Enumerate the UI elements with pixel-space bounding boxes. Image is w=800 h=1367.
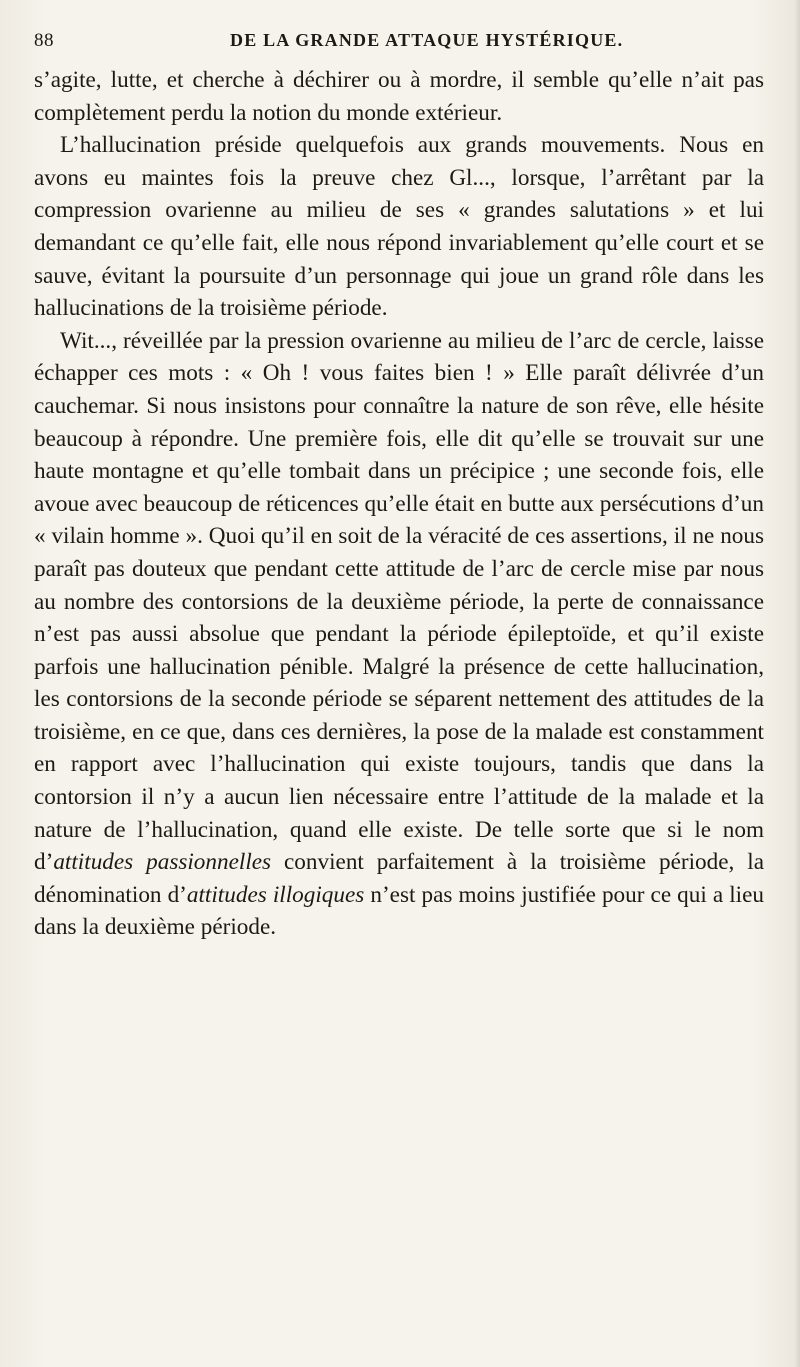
- paragraph-1: s’agite, lutte, et cherche à déchirer ou à mordre, il semble qu’elle n’ait pas complètement perdu la notion du monde extérieur.: [34, 67, 764, 126]
- body-text: [34, 64, 764, 944]
- page-number: 88: [34, 30, 54, 51]
- emphasis-attitudes-passionnelles: attitudes passionnelles: [53, 849, 272, 876]
- page-header: [34, 30, 764, 60]
- paragraph-3: [34, 325, 764, 944]
- paragraph-3-part-b: convient parfaitement à la troisième période, la dénomination d’: [34, 849, 764, 908]
- paragraph-3-part-a: Wit..., réveillée par la pression ovarienne au milieu de l’arc de cercle, laisse échapper ces mots : « Oh ! vous faites bien ! » Elle paraît délivrée d’un cauchemar. Si nous insistons pour connaître la nature de son rêve, elle hésite beaucoup à répondre. Une première fois, elle dit qu’elle se trouvait sur une haute montagne et qu’elle tombait dans un précipice ; une seconde fois, elle avoue avec beaucoup de réticences qu’elle était en butte aux persécutions d’un « vilain homme ». Quoi qu’il en soit de la véracité de ces assertions, il ne nous paraît pas douteux que pendant cette attitude de l’arc de cercle mise par nous au nombre des contorsions de la deuxième période, la perte de connaissance n’est pas aussi absolue que pendant la période épileptoïde, et qu’il existe parfois une hallucination pénible. Malgré la présence de cette hallucination, les contorsions de la seconde période se séparent nettement des attitudes de la troisième, en ce que, dans ces dernières, la pose de la malade est constamment en rapport avec l’hallucination qui existe toujours, tandis que dans la contorsion il n’y a aucun lien nécessaire entre l’attitude de la malade et la nature de l’hallucination, quand elle existe. De telle sorte que si le nom d’: [34, 327, 764, 876]
- paragraph-3-part-c: n’est pas moins justifiée pour ce qui a lieu dans la deuxième période.: [34, 881, 764, 941]
- page-edge-shadow: [794, 0, 800, 1367]
- paragraph-2: L’hallucination préside quelquefois aux grands mouvements. Nous en avons eu maintes fois la preuve chez Gl..., lorsque, l’arrêtant par la compression ovarienne au milieu de ses « grandes salutations » et lui demandant ce qu’elle fait, elle nous répond invariablement qu’elle court et se sauve, évitant la poursuite d’un personnage qui joue un grand rôle dans les hallucinations de la troisième période.: [34, 132, 764, 322]
- running-title: DE LA GRANDE ATTAQUE HYSTÉRIQUE.: [230, 30, 624, 50]
- emphasis-attitudes-illogiques: attitudes illogiques: [186, 881, 365, 908]
